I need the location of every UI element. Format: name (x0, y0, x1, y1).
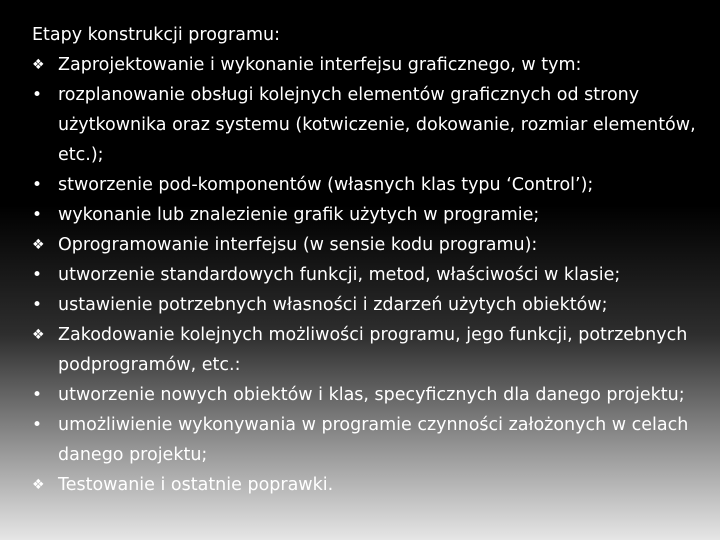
list-item-text: rozplanowanie obsługi kolejnych elementów graficznych od strony użytkownika oraz systemu (kotwiczenie, dokowanie, rozmiar elementów, etc.); (58, 85, 696, 165)
dot-bullet-icon: • (32, 265, 43, 285)
diamond-bullet-icon: ❖ (32, 237, 45, 253)
list-item-text: Oprogramowanie interfejsu (w sensie kodu programu): (58, 235, 538, 255)
list-item (32, 200, 712, 230)
list-item (32, 470, 712, 500)
diamond-bullet-icon: ❖ (32, 57, 45, 73)
list-item-text: stworzenie pod-komponentów (własnych klas typu ‘Control’); (58, 175, 594, 195)
list-item-text: ustawienie potrzebnych własności i zdarzeń użytych obiektów; (58, 295, 608, 315)
dot-bullet-icon: • (32, 175, 43, 195)
diamond-bullet-icon: ❖ (32, 477, 45, 493)
list-item-text: utworzenie standardowych funkcji, metod, właściwości w klasie; (58, 265, 621, 285)
list-item (32, 230, 712, 260)
list-item (32, 320, 712, 380)
list-item (32, 80, 712, 170)
dot-bullet-icon: • (32, 415, 43, 435)
list-item-text: Zakodowanie kolejnych możliwości programu, jego funkcji, potrzebnych podprogramów, etc.: (58, 325, 688, 375)
list-item (32, 170, 712, 200)
slide-title: Etapy konstrukcji programu: (32, 25, 280, 45)
list-item (32, 380, 712, 410)
list-item (32, 260, 712, 290)
list-item (32, 410, 712, 470)
list-item-text: umożliwienie wykonywania w programie czynności założonych w celach danego projektu; (58, 415, 689, 465)
diamond-bullet-icon: ❖ (32, 327, 45, 343)
dot-bullet-icon: • (32, 205, 43, 225)
list-item-text: wykonanie lub znalezienie grafik użytych w programie; (58, 205, 540, 225)
dot-bullet-icon: • (32, 85, 43, 105)
dot-bullet-icon: • (32, 295, 43, 315)
list-item-text: Testowanie i ostatnie poprawki. (58, 475, 334, 495)
list-item (32, 50, 712, 80)
slide-content (32, 20, 712, 500)
list-item (32, 290, 712, 320)
list-item-text: utworzenie nowych obiektów i klas, specyficznych dla danego projektu; (58, 385, 685, 405)
list-item-text: Zaprojektowanie i wykonanie interfejsu graficznego, w tym: (58, 55, 582, 75)
dot-bullet-icon: • (32, 385, 43, 405)
